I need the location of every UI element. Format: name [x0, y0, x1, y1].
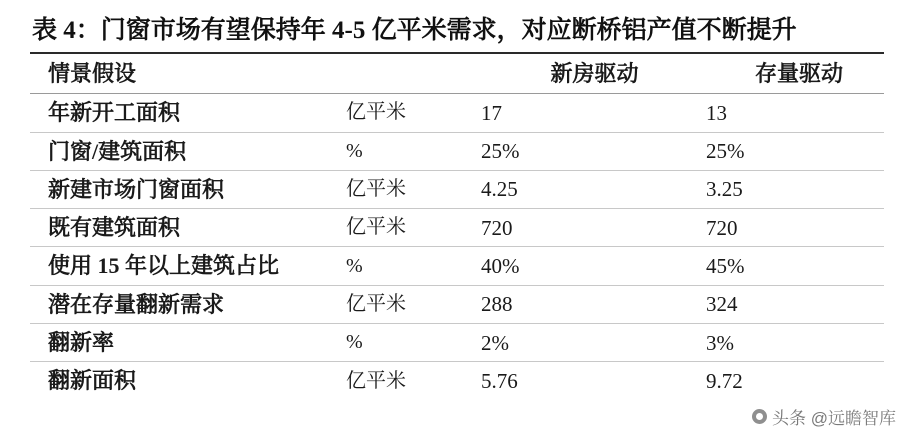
row-unit: %: [340, 132, 475, 170]
row-label: 门窗/建筑面积: [30, 132, 340, 170]
scenario-assumption-table: [30, 52, 884, 400]
row-label: 新建市场门窗面积: [30, 170, 340, 208]
table-row: [30, 247, 884, 285]
table-row: [30, 324, 884, 362]
row-label: 既有建筑面积: [30, 209, 340, 247]
table-header: [30, 53, 884, 94]
row-unit: 亿平米: [340, 170, 475, 208]
row-value-new: 720: [475, 209, 700, 247]
row-value-new: 5.76: [481, 368, 518, 393]
row-value-stock: 13: [700, 94, 884, 132]
watermark-text: 头条 @远瞻智库: [772, 409, 896, 428]
row-value-new: 288: [475, 285, 700, 323]
row-label: 潜在存量翻新需求: [30, 285, 340, 323]
row-value-new: 17: [475, 94, 700, 132]
column-header-existing-stock: 存量驱动: [700, 53, 884, 94]
column-header-unit: [340, 53, 475, 94]
row-value-stock: 3.25: [700, 170, 884, 208]
table-body: [30, 94, 884, 400]
row-value-stock: 324: [700, 285, 884, 323]
row-label: 年新开工面积: [30, 94, 340, 132]
watermark: [752, 404, 896, 429]
row-value-new: 40%: [475, 247, 700, 285]
row-label: 翻新面积: [48, 368, 137, 394]
row-value-stock: 3%: [700, 324, 884, 362]
row-value-stock: 45%: [700, 247, 884, 285]
table-row: [30, 209, 884, 247]
table-row: [30, 285, 884, 323]
row-value-stock: 720: [700, 209, 884, 247]
table-header-row: [30, 53, 884, 94]
row-value-stock: 9.72: [706, 368, 743, 393]
table-row: [30, 94, 884, 132]
row-unit: %: [340, 247, 475, 285]
table-title: 表 4：门窗市场有望保持年 4-5 亿平米需求，对应断桥铝产值不断提升: [32, 17, 797, 44]
row-label: 翻新率: [30, 324, 340, 362]
row-unit: 亿平米: [346, 369, 406, 392]
row-value-stock: 25%: [700, 132, 884, 170]
row-value-new: 4.25: [475, 170, 700, 208]
column-header-scenario: 情景假设: [30, 53, 340, 94]
row-value-new: 25%: [475, 132, 700, 170]
table-row: [30, 170, 884, 208]
row-unit: %: [340, 324, 475, 362]
circle-logo-icon: [752, 409, 767, 424]
table-row: [30, 362, 884, 400]
row-unit: 亿平米: [340, 285, 475, 323]
row-unit: 亿平米: [340, 94, 475, 132]
row-label: 使用 15 年以上建筑占比: [30, 247, 340, 285]
row-value-new: 2%: [475, 324, 700, 362]
row-unit: 亿平米: [340, 209, 475, 247]
column-header-new-housing: 新房驱动: [475, 53, 700, 94]
table-row: [30, 132, 884, 170]
